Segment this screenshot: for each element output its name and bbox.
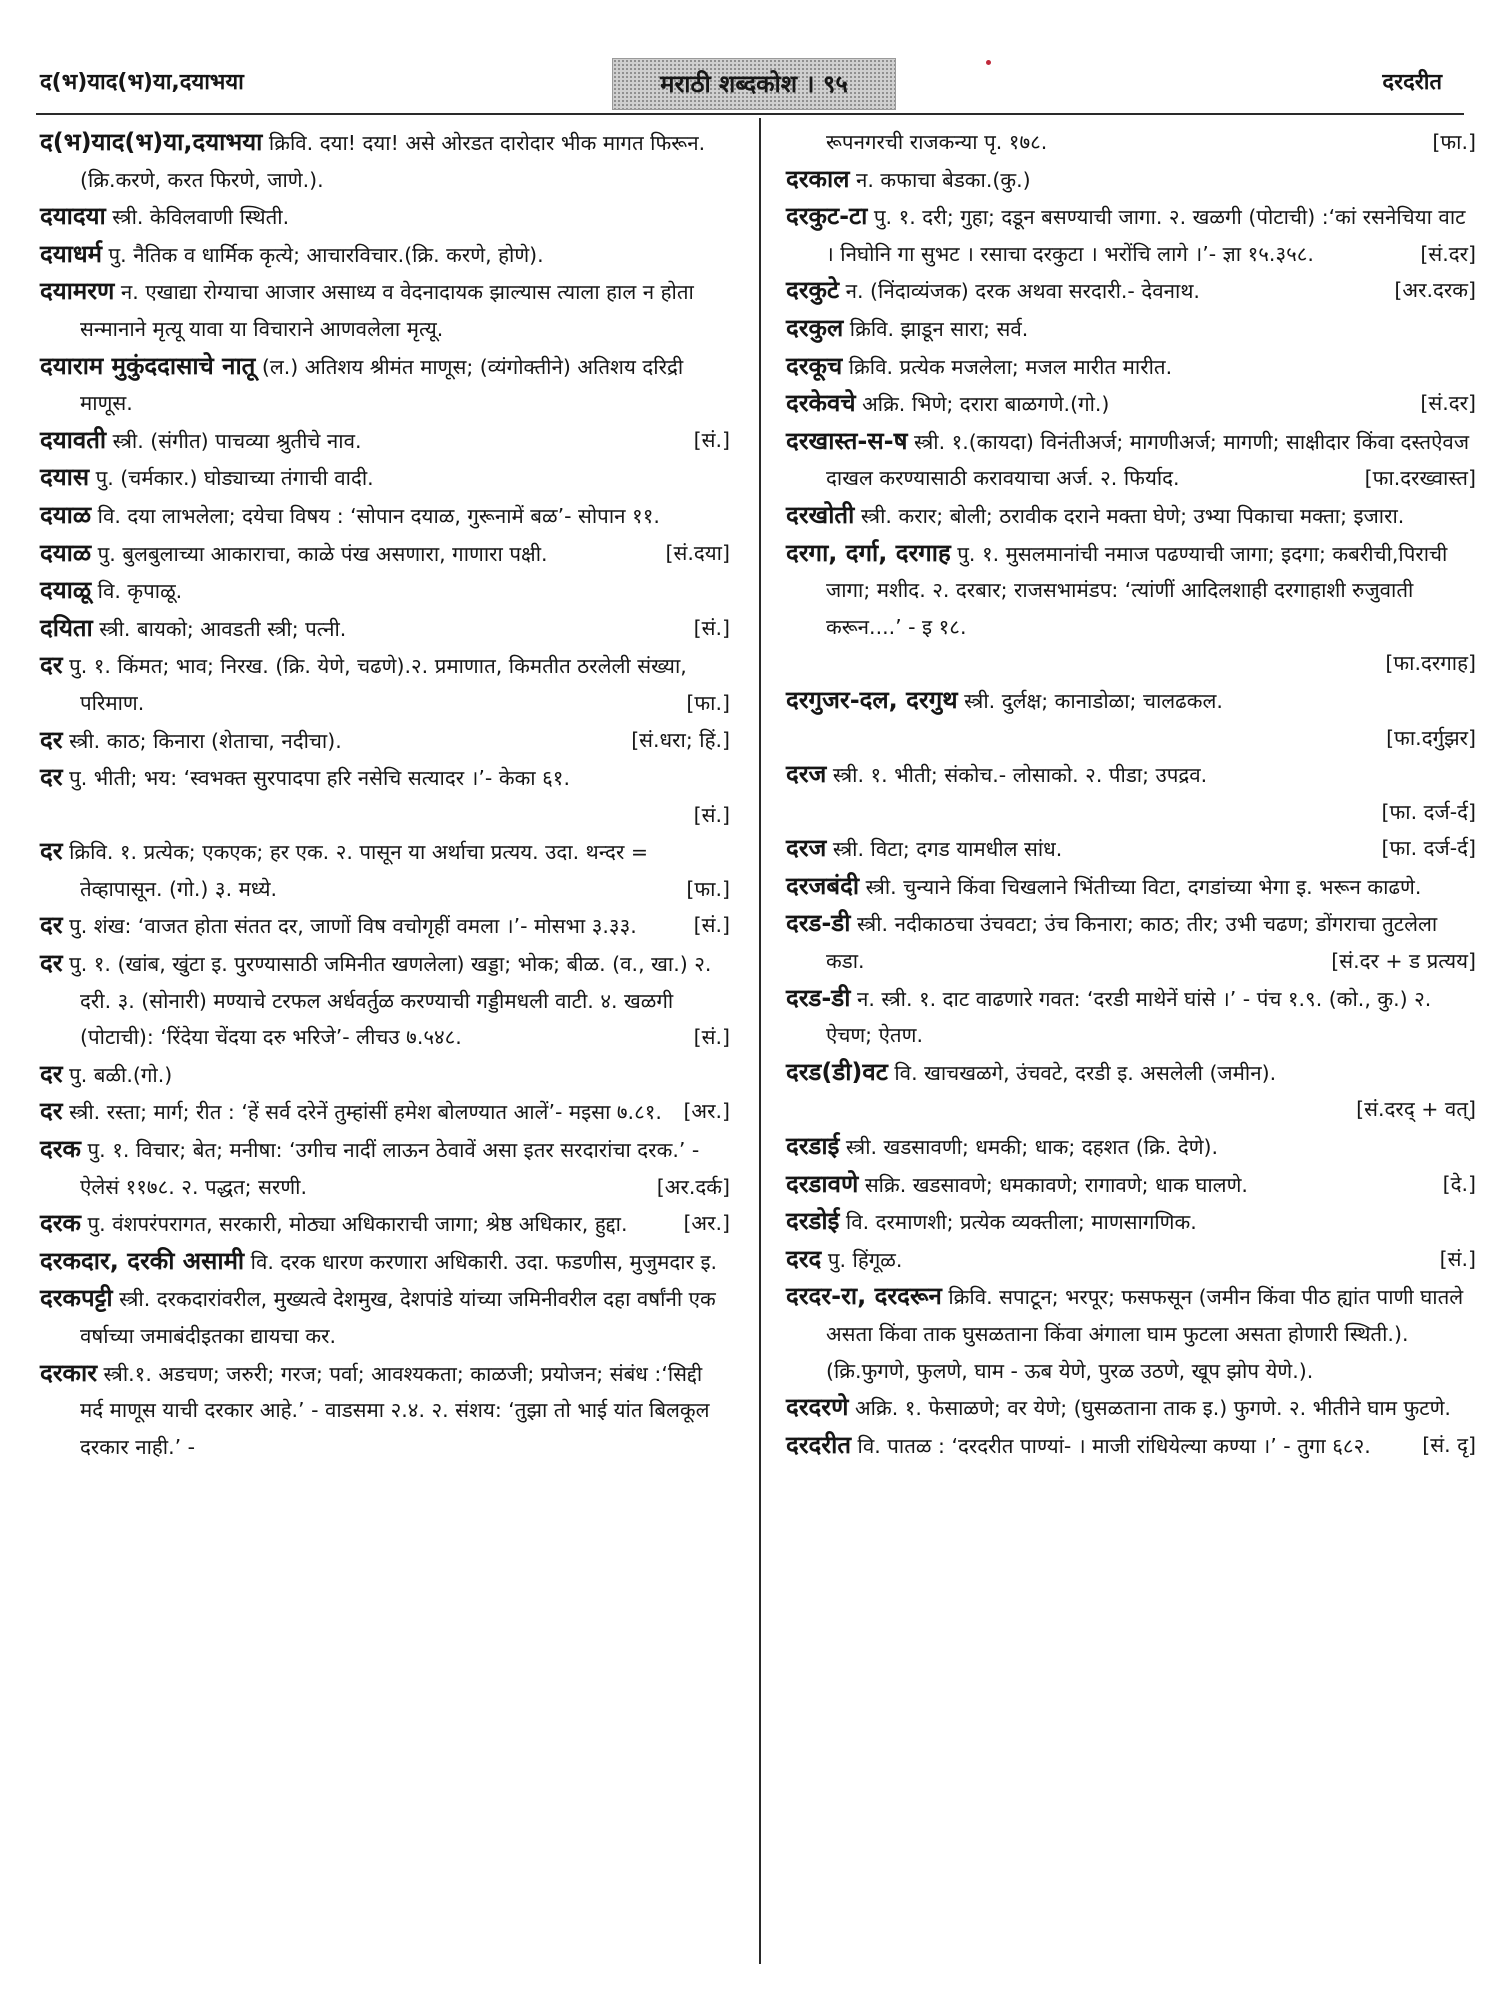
definition-text: क्रिवि. दया! दया! असे ओरडत दारोदार भीक मागत फिरून. (क्रि.करणे, करत फिरणे, जाणे.).: [80, 131, 706, 192]
headword: दरदर-रा, दरदरून: [786, 1282, 942, 1311]
dictionary-entry: [40, 273, 730, 347]
headword: दर: [40, 949, 63, 978]
dictionary-entry: [40, 1093, 730, 1131]
dictionary-entry: [786, 1427, 1476, 1465]
definition-text: रूपनगरची राजकन्या पृ. १७८.: [826, 130, 1048, 154]
etymology-source: [फा.]: [686, 690, 730, 715]
dictionary-entry: [786, 124, 1476, 161]
headword: दरद: [786, 1244, 822, 1273]
definition-text: स्त्री. चुन्याने किंवा चिखलाने भिंतीच्या विटा, दगडांच्या भेगा इ. भरून काढणे.: [859, 874, 1422, 899]
definition-text: पु. १. मुसलमानांची नमाज पढण्याची जागा; इदगा; कबरीची,पिराची जागा; मशीद. २. दरबार; राजसभामंडप: ‘त्यांणीं आदिलशाही दरगाहाशी रुजुवाती करून....’ - इ १८.: [826, 541, 1448, 639]
dictionary-entry: [40, 722, 730, 760]
etymology-source: [सं.दर]: [1420, 391, 1476, 416]
definition-text: क्रिवि. प्रत्येक मजलेला; मजल मारीत मारीत.: [842, 354, 1173, 379]
headword: दरखास्त-स-ष: [786, 426, 908, 455]
headword: दरखोती: [786, 500, 855, 529]
dictionary-entry: [40, 348, 730, 422]
dictionary-entry: [786, 1166, 1476, 1204]
dictionary-entry: [786, 1054, 1476, 1128]
definition-text: स्त्री. खडसावणी; धमकी; धाक; दहशत (क्रि. देणे).: [839, 1135, 1219, 1160]
headword: दर: [40, 1059, 63, 1088]
dictionary-entry: [40, 1280, 730, 1354]
etymology-source: [फा.]: [686, 876, 730, 901]
definition-text: स्त्री. (संगीत) पाचव्या श्रुतीचे नाव.: [106, 428, 362, 453]
definition-text: क्रिवि. सपाटून; भरपूर; फसफसून (जमीन किंवा पीठ ह्यांत पाणी घातले असता किंवा ताक घुसळताना किंवा अंगाला घाम फुटला असता होणारी स्थिती.). (क्रि.फुगणे, फुलणे, घाम - ऊब येणे, पुरळ उठणे, खूप झोप येणे.).: [826, 1285, 1464, 1383]
etymology-source: [फा.दर्गुझर]: [1386, 725, 1476, 750]
headword: दयाळ: [40, 500, 92, 529]
dictionary-entry: [786, 423, 1476, 497]
etymology-source: [अर.]: [683, 1099, 730, 1124]
dictionary-entry: [786, 310, 1476, 348]
headword: दरडोई: [786, 1207, 840, 1236]
running-head-last-entry: दरदरीत: [1382, 70, 1442, 95]
dictionary-entry: [40, 535, 730, 573]
dictionary-entry: [40, 1131, 730, 1205]
definition-text: स्त्री. नदीकाठचा उंचवटा; उंच किनारा; काठ; तीर; उभी चढण; डोंगराचा तुटलेला कडा.: [826, 912, 1438, 974]
definition-text: पु. हिंगूळ.: [821, 1247, 903, 1272]
definition-text: न. एखाद्या रोग्याचा आजार असाध्य व वेदनादायक झाल्यास त्याला हाल न होता सन्मानाने मृत्यू यावा या विचाराने आणवलेला मृत्यू.: [80, 280, 694, 341]
ink-speck: [986, 60, 991, 65]
definition-text: वि. खाचखळगे, उंचवटे, दरडी इ. असलेली (जमीन).: [887, 1060, 1277, 1085]
dictionary-entry: [786, 348, 1476, 386]
definition-text: पु. शंख: ‘वाजत होता संतत दर, जाणों विष वचोगृहीं वमला ।’- मोसभा ३.३३.: [62, 914, 637, 939]
definition-text: वि. दरक धारण करणारा अधिकारी. उदा. फडणीस, मुजुमदार इ.: [244, 1249, 718, 1274]
definition-text: सक्रि. खडसावणे; धमकावणे; रागावणे; धाक घालणे.: [858, 1172, 1248, 1197]
etymology-source: [फा.दरख्वास्त]: [1364, 466, 1476, 491]
headword: दरड-डी: [786, 909, 851, 938]
headword: दरकुल: [786, 313, 844, 342]
definition-text: पु. बुलबुलाच्या आकाराचा, काळे पंख असणारा, गाणारा पक्षी.: [91, 541, 548, 566]
headword: दर: [40, 911, 63, 940]
dictionary-entry: [40, 572, 730, 610]
dictionary-entry: [40, 459, 730, 497]
headword: दरक: [40, 1135, 81, 1164]
dictionary-entry: [40, 610, 730, 648]
etymology-source: [अर.दरक]: [1394, 278, 1476, 303]
etymology-source: [अर.दर्क]: [656, 1174, 730, 1199]
dictionary-entry: [40, 945, 730, 1056]
dictionary-entry: [786, 905, 1476, 979]
dictionary-entry: [40, 833, 730, 907]
running-head-first-entry: द(भ)याद(भ)या,दयाभया: [40, 70, 244, 95]
headword: दयावती: [40, 425, 107, 454]
headword: दरकूच: [786, 351, 843, 380]
dictionary-entry: [786, 756, 1476, 830]
headword: दयाधर्म: [40, 239, 102, 268]
headword: दरज: [786, 760, 827, 789]
headword: दरकपट्टी: [40, 1284, 113, 1313]
dictionary-entry: [40, 1355, 730, 1466]
dictionary-entry: [40, 907, 730, 945]
headword: दर: [40, 651, 63, 680]
definition-text: पु. १. (खांब, खुंटा इ. पुरण्यासाठी जमिनीत खणलेला) खड्डा; भोक; बीळ. (व., खा.) २. दरी. ३. (सोनारी) मण्याचे टरफल अर्धवर्तुळ करण्याची गड्डीमधली वाटी. ४. खळगी (पोटाची): ‘रिंदेया चेंदया दरु भरिजे’- लीचउ ७.५४८.: [62, 952, 712, 1050]
dictionary-entry: [40, 1056, 730, 1094]
etymology-source: [सं.धरा; हिं.]: [631, 727, 730, 752]
definition-text: अक्रि. भिणे; दरारा बाळगणे.(गो.): [855, 392, 1110, 417]
dictionary-entry: [786, 198, 1476, 272]
etymology-source: [फा.दरगाह]: [1385, 651, 1476, 676]
headword: दरडावणे: [786, 1169, 859, 1198]
etymology-source: [सं. दृ]: [1422, 1432, 1476, 1457]
definition-text: वि. पातळ : ‘दरदरीत पाण्यां- । माजी रांधियेल्या कण्या ।’ - तुगा ६८२.: [851, 1433, 1371, 1458]
headword: दयाराम मुकुंददासाचे नातू: [40, 351, 256, 380]
dictionary-entry: [786, 682, 1476, 756]
etymology-source: [सं.]: [693, 913, 730, 938]
dictionary-entry: [40, 124, 730, 198]
etymology-source: [सं.दर + ड प्रत्यय]: [1331, 949, 1476, 974]
definition-text: पु. भीती; भय: ‘स्वभक्त सुरपादपा हरि नसेचि सत्यादर ।’- केका ६१.: [62, 766, 570, 791]
definition-text: स्त्री.१. अडचण; जरुरी; गरज; पर्वा; आवश्यकता; काळजी; प्रयोजन; संबंध :‘सिद्दी मर्द माणूस याची दरकार आहे.’ - वाडसमा २.४. २. संशय: ‘तुझा तो भाई यांत बिलकूल दरकार नाही.’ -: [80, 1361, 710, 1459]
headword: दर: [40, 763, 63, 792]
etymology-source: [सं.]: [693, 427, 730, 452]
definition-text: न. कफाचा बेडका.(कु.): [849, 167, 1031, 192]
headword: दर: [40, 837, 63, 866]
dictionary-entry: [40, 647, 730, 721]
definition-text: पु. १. दरी; गुहा; दडून बसण्याची जागा. २. खळगी (पोटाची) :‘कां रसनेचिया वाट । निघोनि गा सुभट । रसाचा दरकुटा । भरोंचि लागे ।’- ज्ञा १५.३५८.: [826, 205, 1466, 266]
dictionary-entry: [786, 385, 1476, 423]
definition-text: स्त्री. करार; बोली; ठरावीक दराने मक्ता घेणे; उभ्या पिकाचा मक्ता; इजारा.: [854, 503, 1405, 528]
dictionary-entry: [40, 1205, 730, 1243]
dictionary-entry: [786, 1203, 1476, 1241]
header-rule: [36, 113, 1464, 115]
headword: दयामरण: [40, 277, 115, 306]
etymology-source: [सं.दरद् + वत्]: [1356, 1097, 1476, 1122]
etymology-source: [सं.]: [693, 615, 730, 640]
headword: दयास: [40, 463, 90, 492]
headword: दरज: [786, 834, 827, 863]
definition-text: स्त्री. बायको; आवडती स्त्री; पत्नी.: [92, 616, 347, 641]
dictionary-entry: [786, 1278, 1476, 1389]
etymology-source: [सं.]: [1439, 1246, 1476, 1271]
left-column: [40, 124, 730, 1465]
headword: दरड-डी: [786, 983, 851, 1012]
headword: दरकदार, दरकी असामी: [40, 1246, 245, 1275]
headword: दयाळू: [40, 576, 92, 605]
headword: दरकुट-टा: [786, 202, 868, 231]
headword: दरडाई: [786, 1132, 840, 1161]
headword: द(भ)याद(भ)या,दयाभया: [40, 128, 263, 156]
headword: दयाळ: [40, 538, 92, 567]
definition-text: स्त्री. दुर्लक्ष; कानाडोळा; चालढकल.: [957, 688, 1223, 713]
definition-text: क्रिवि. झाडून सारा; सर्व.: [843, 316, 1029, 341]
headword: दर: [40, 1097, 63, 1126]
definition-text: वि. दरमाणशी; प्रत्येक व्यक्तीला; माणसागणिक.: [839, 1210, 1197, 1235]
headword: दर: [40, 725, 63, 754]
dictionary-entry: [786, 535, 1476, 682]
dictionary-entry: [786, 497, 1476, 535]
definition-text: पु. १. किंमत; भाव; निरख. (क्रि. येणे, चढणे).२. प्रमाणात, किमतीत ठरलेली संख्या, परिमाण.: [62, 654, 687, 715]
definition-text: स्त्री. काठ; किनारा (शेताचा, नदीचा).: [62, 728, 342, 753]
dictionary-entry: [786, 868, 1476, 906]
right-column: [786, 124, 1476, 1464]
dictionary-entry: [40, 198, 730, 236]
headword: दयादया: [40, 202, 106, 231]
headword: दरकेवचे: [786, 389, 856, 418]
headword: दरड(डी)वट: [786, 1057, 888, 1086]
headword: दरकाल: [786, 164, 850, 193]
headword: दरदरीत: [786, 1430, 852, 1459]
definition-text: पु. (चर्मकार.) घोड्याच्या तंगाची वादी.: [89, 466, 374, 491]
dictionary-entry: [40, 1243, 730, 1281]
etymology-source: [फा.]: [1432, 130, 1476, 154]
definition-text: स्त्री. दरकदारांवरील, मुख्यत्वे देशमुख, देशपांडे यांच्या जमिनीवरील दहा वर्षांनी एक वर्षाच्या जमाबंदीइतका द्यायचा कर.: [80, 1287, 716, 1348]
dictionary-entry: [786, 1128, 1476, 1166]
dictionary-entry: [786, 980, 1476, 1054]
page-title-banner: मराठी शब्दकोश । ९५: [612, 58, 896, 110]
etymology-source: [दे.]: [1442, 1171, 1476, 1196]
headword: दरगा, दर्गा, दरगाह: [786, 538, 951, 567]
definition-text: क्रिवि. १. प्रत्येक; एकएक; हर एक. २. पासून या अर्थाचा प्रत्यय. उदा. थन्दर = तेव्हापासून. (गो.) ३. मध्ये.: [62, 840, 649, 901]
definition-text: अक्रि. १. फेसाळणे; वर येणे; (घुसळताना ताक इ.) फुगणे. २. भीतीने घाम फुटणे.: [848, 1396, 1451, 1421]
definition-text: स्त्री. विटा; दगड यामधील सांध.: [826, 837, 1063, 862]
dictionary-entry: [786, 1241, 1476, 1279]
definition-text: स्त्री. रस्ता; मार्ग; रीत : ‘हें सर्व दरेनें तुम्हांसीं हमेश बोलण्यात आलें’- मइसा ७.८१.: [62, 1100, 662, 1125]
headword: दरजबंदी: [786, 871, 860, 900]
etymology-source: [सं.दर]: [1420, 241, 1476, 266]
definition-text: स्त्री. १.(कायदा) विनंतीअर्ज; मागणीअर्ज; मागणी; साक्षीदार किंवा दस्तऐवज दाखल करण्यासाठी करावयाचा अर्ज. २. फिर्याद.: [826, 429, 1470, 491]
etymology-source: [अर.]: [683, 1211, 730, 1236]
etymology-source: [फा. दर्ज-र्द]: [1381, 836, 1476, 861]
etymology-source: [सं.]: [693, 802, 730, 827]
etymology-source: [सं.दया]: [665, 540, 730, 565]
definition-text: न. (निंदाव्यंजक) दरक अथवा सरदारी.- देवनाथ.: [839, 279, 1200, 304]
headword: दरगुजर-दल, दरगुथ: [786, 685, 958, 714]
definition-text: न. स्त्री. १. दाट वाढणारे गवत: ‘दरडी माथेनें घांसे ।’ - पंच १.९. (को., कु.) २. ऐचण; ऐतण.: [826, 986, 1432, 1048]
definition-text: पु. १. विचार; बेत; मनीषा: ‘उगीच नादीं लाऊन ठेवावें असा इतर सरदारांचा दरक.’ - ऐलेसं ११७८. २. पद्धत; सरणी.: [80, 1138, 700, 1199]
headword: दरक: [40, 1209, 81, 1238]
column-divider: [759, 118, 761, 1964]
definition-text: पु. नैतिक व धार्मिक कृत्ये; आचारविचार.(क्रि. करणे, होणे).: [102, 242, 544, 267]
etymology-source: [फा. दर्ज-र्द]: [1381, 799, 1476, 824]
dictionary-entry: [40, 759, 730, 833]
dictionary-entry: [786, 161, 1476, 199]
dictionary-entry: [40, 422, 730, 460]
dictionary-entry: [786, 830, 1476, 868]
definition-text: (ल.) अतिशय श्रीमंत माणूस; (व्यंगोक्तीने) अतिशय दरिद्री माणूस.: [80, 354, 684, 416]
definition-text: स्त्री. १. भीती; संकोच.- लोसाको. २. पीडा; उपद्रव.: [826, 763, 1208, 788]
definition-text: वि. कृपाळू.: [91, 579, 183, 604]
definition-text: पु. वंशपरंपरागत, सरकारी, मोठ्या अधिकाराची जागा; श्रेष्ठ अधिकार, हुद्दा.: [81, 1212, 628, 1237]
definition-text: स्त्री. केविलवाणी स्थिती.: [105, 205, 290, 230]
headword: दरकुटे: [786, 276, 840, 305]
dictionary-entry: [786, 272, 1476, 310]
headword: दयिता: [40, 613, 93, 642]
headword: दरकार: [40, 1358, 98, 1387]
etymology-source: [सं.]: [693, 1025, 730, 1050]
definition-text: पु. बळी.(गो.): [62, 1062, 173, 1087]
headword: दरदरणे: [786, 1393, 849, 1422]
definition-text: वि. दया लाभलेला; दयेचा विषय : ‘सोपान दयाळ, गुरूनामें बळ’- सोपान ११.: [91, 503, 660, 528]
dictionary-entry: [40, 236, 730, 274]
